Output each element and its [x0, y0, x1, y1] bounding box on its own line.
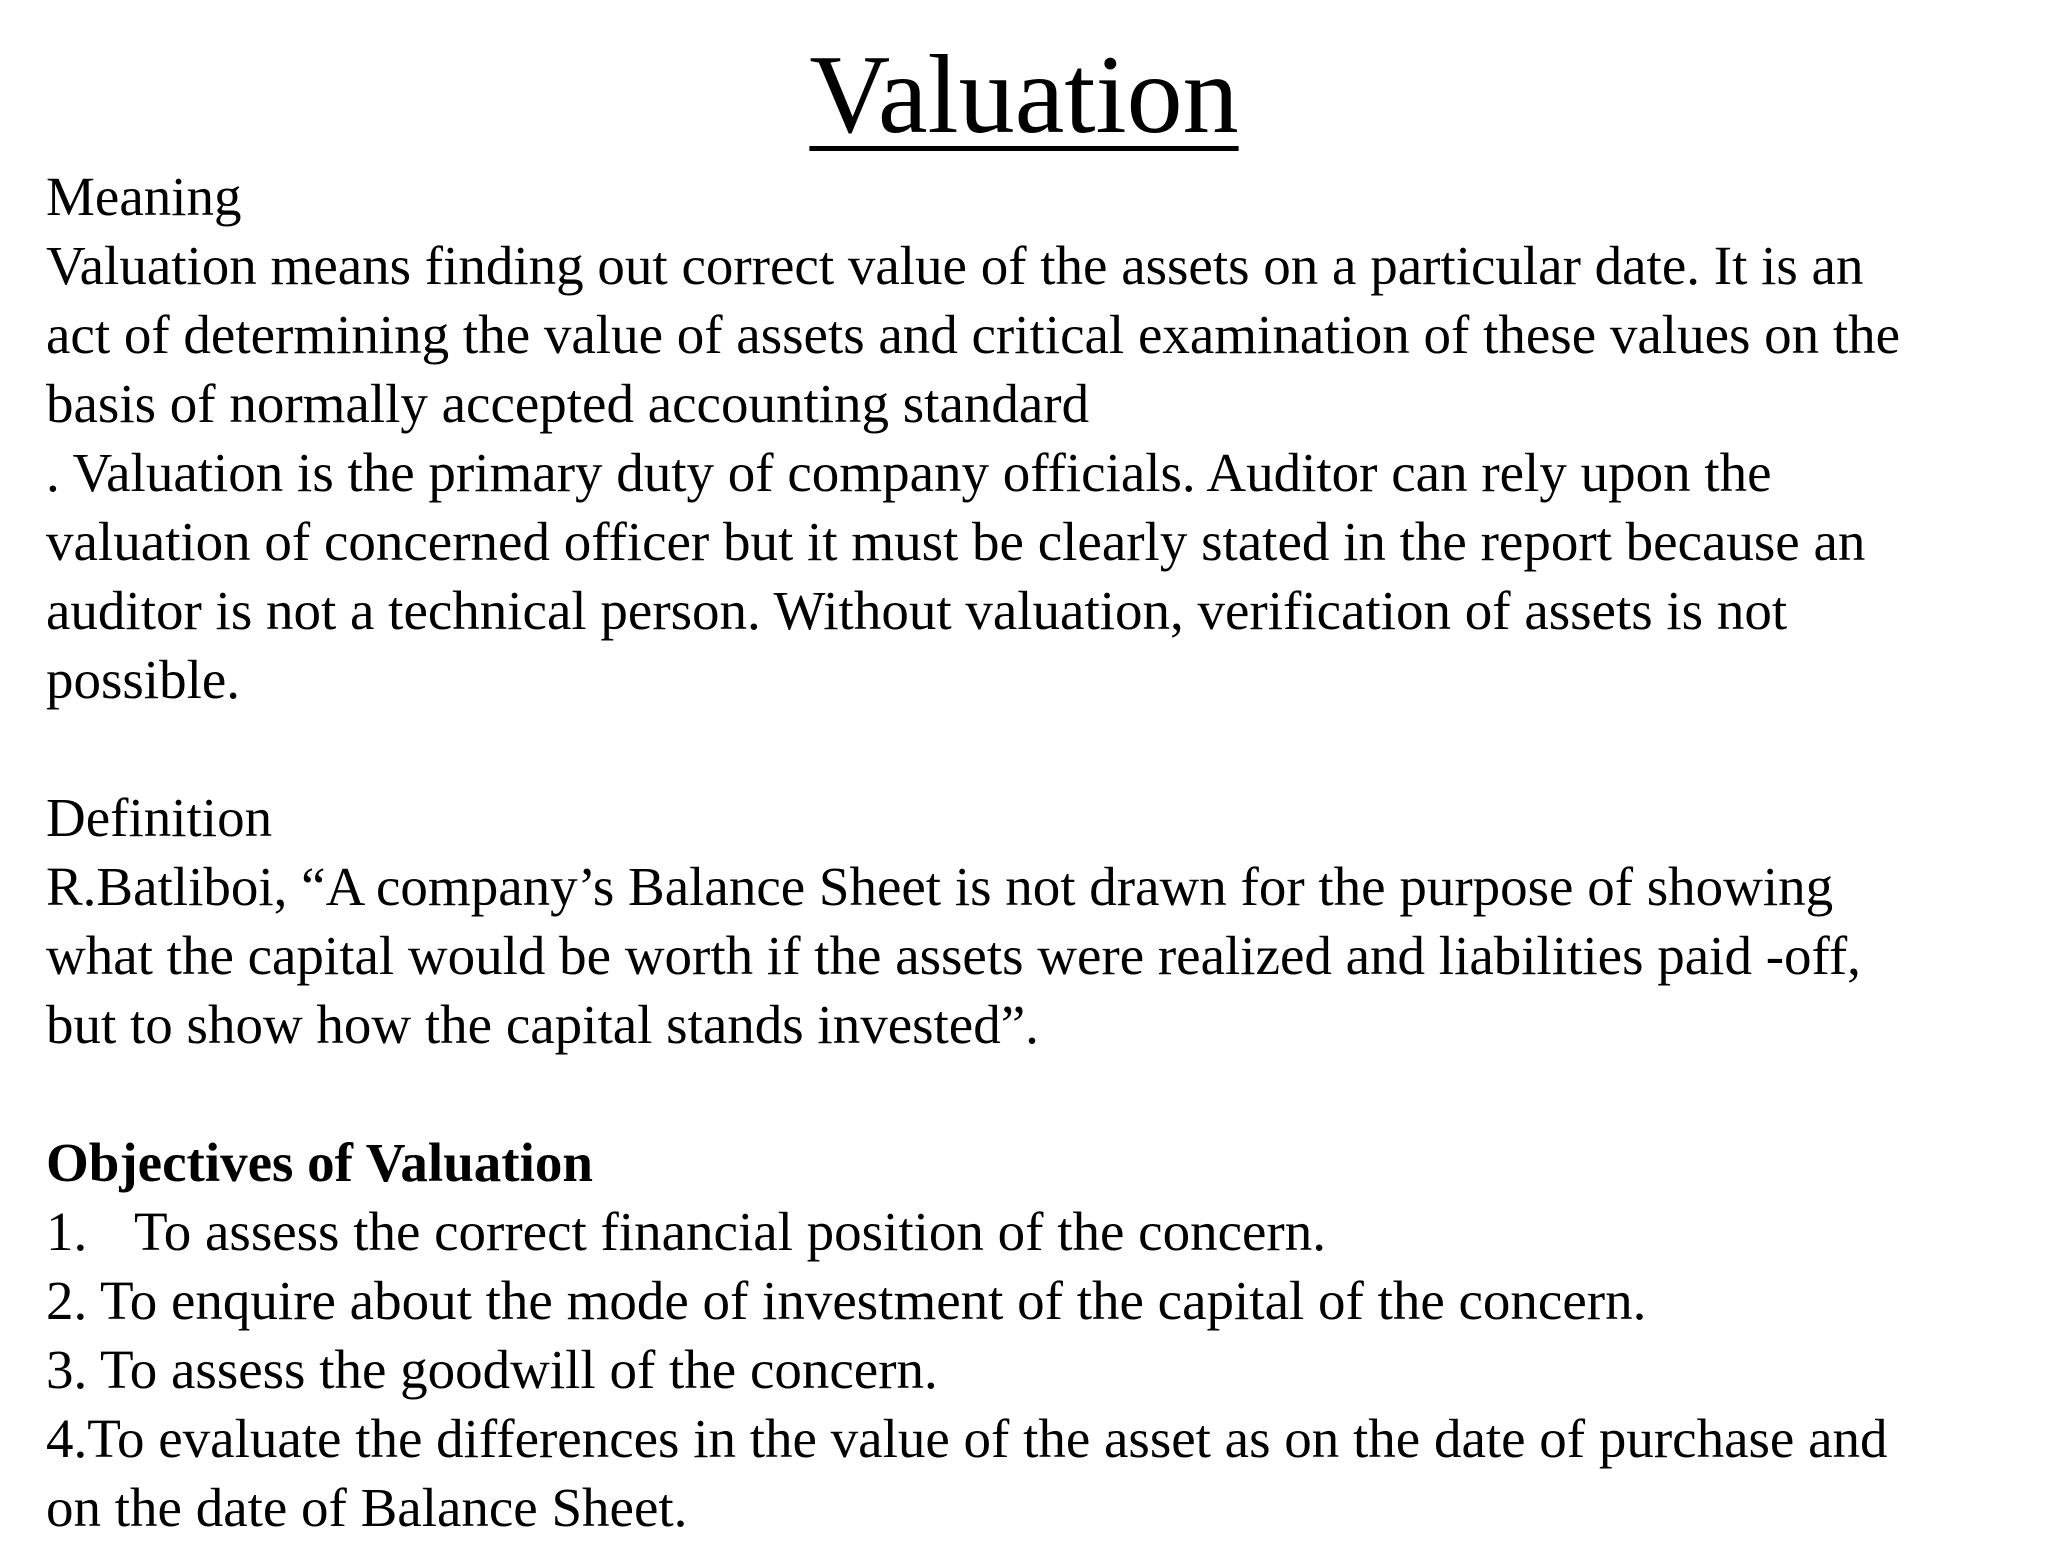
meaning-line-5: valuation of concerned officer but it must be clearly stated in the report because an: [46, 511, 1866, 572]
objective-item-2: 2. To enquire about the mode of investment of the capital of the concern.: [46, 1270, 1647, 1331]
meaning-heading: Meaning: [46, 166, 242, 227]
objective-item-4-line-2: on the date of Balance Sheet.: [46, 1477, 688, 1538]
slide-body: [46, 162, 2036, 1542]
meaning-line-4: . Valuation is the primary duty of company officials. Auditor can rely upon the: [46, 442, 1772, 503]
meaning-line-3: basis of normally accepted accounting standard: [46, 373, 1090, 434]
objective-item-1: [46, 1197, 2036, 1266]
objectives-heading: Objectives of Valuation: [46, 1132, 593, 1193]
definition-heading: Definition: [46, 787, 273, 848]
definition-line-2: what the capital would be worth if the assets were realized and liabilities paid -off,: [46, 925, 1861, 986]
page-title-text: Valuation: [809, 33, 1239, 157]
definition-line-1: R.Batliboi, “A company’s Balance Sheet is not drawn for the purpose of showing: [46, 856, 1834, 917]
meaning-line-2: act of determining the value of assets and critical examination of these values on the: [46, 304, 1901, 365]
definition-line-3: but to show how the capital stands invested”.: [46, 994, 1039, 1055]
meaning-line-6: auditor is not a technical person. Without valuation, verification of assets is not: [46, 580, 1788, 641]
objective-item-3: 3. To assess the goodwill of the concern.: [46, 1339, 938, 1400]
spacer: [46, 714, 2036, 783]
objective-item-4-line-1: 4.To evaluate the differences in the value of the asset as on the date of purchase and: [46, 1408, 1888, 1469]
meaning-line-1: Valuation means finding out correct value of the assets on a particular date. It is an: [46, 235, 1864, 296]
spacer: [46, 1059, 2036, 1128]
meaning-line-7: possible.: [46, 649, 241, 710]
page-title: [0, 30, 2048, 160]
objective-item-1-text: To assess the correct financial position of the concern.: [134, 1201, 1326, 1262]
objective-item-1-number: 1.: [46, 1201, 88, 1262]
